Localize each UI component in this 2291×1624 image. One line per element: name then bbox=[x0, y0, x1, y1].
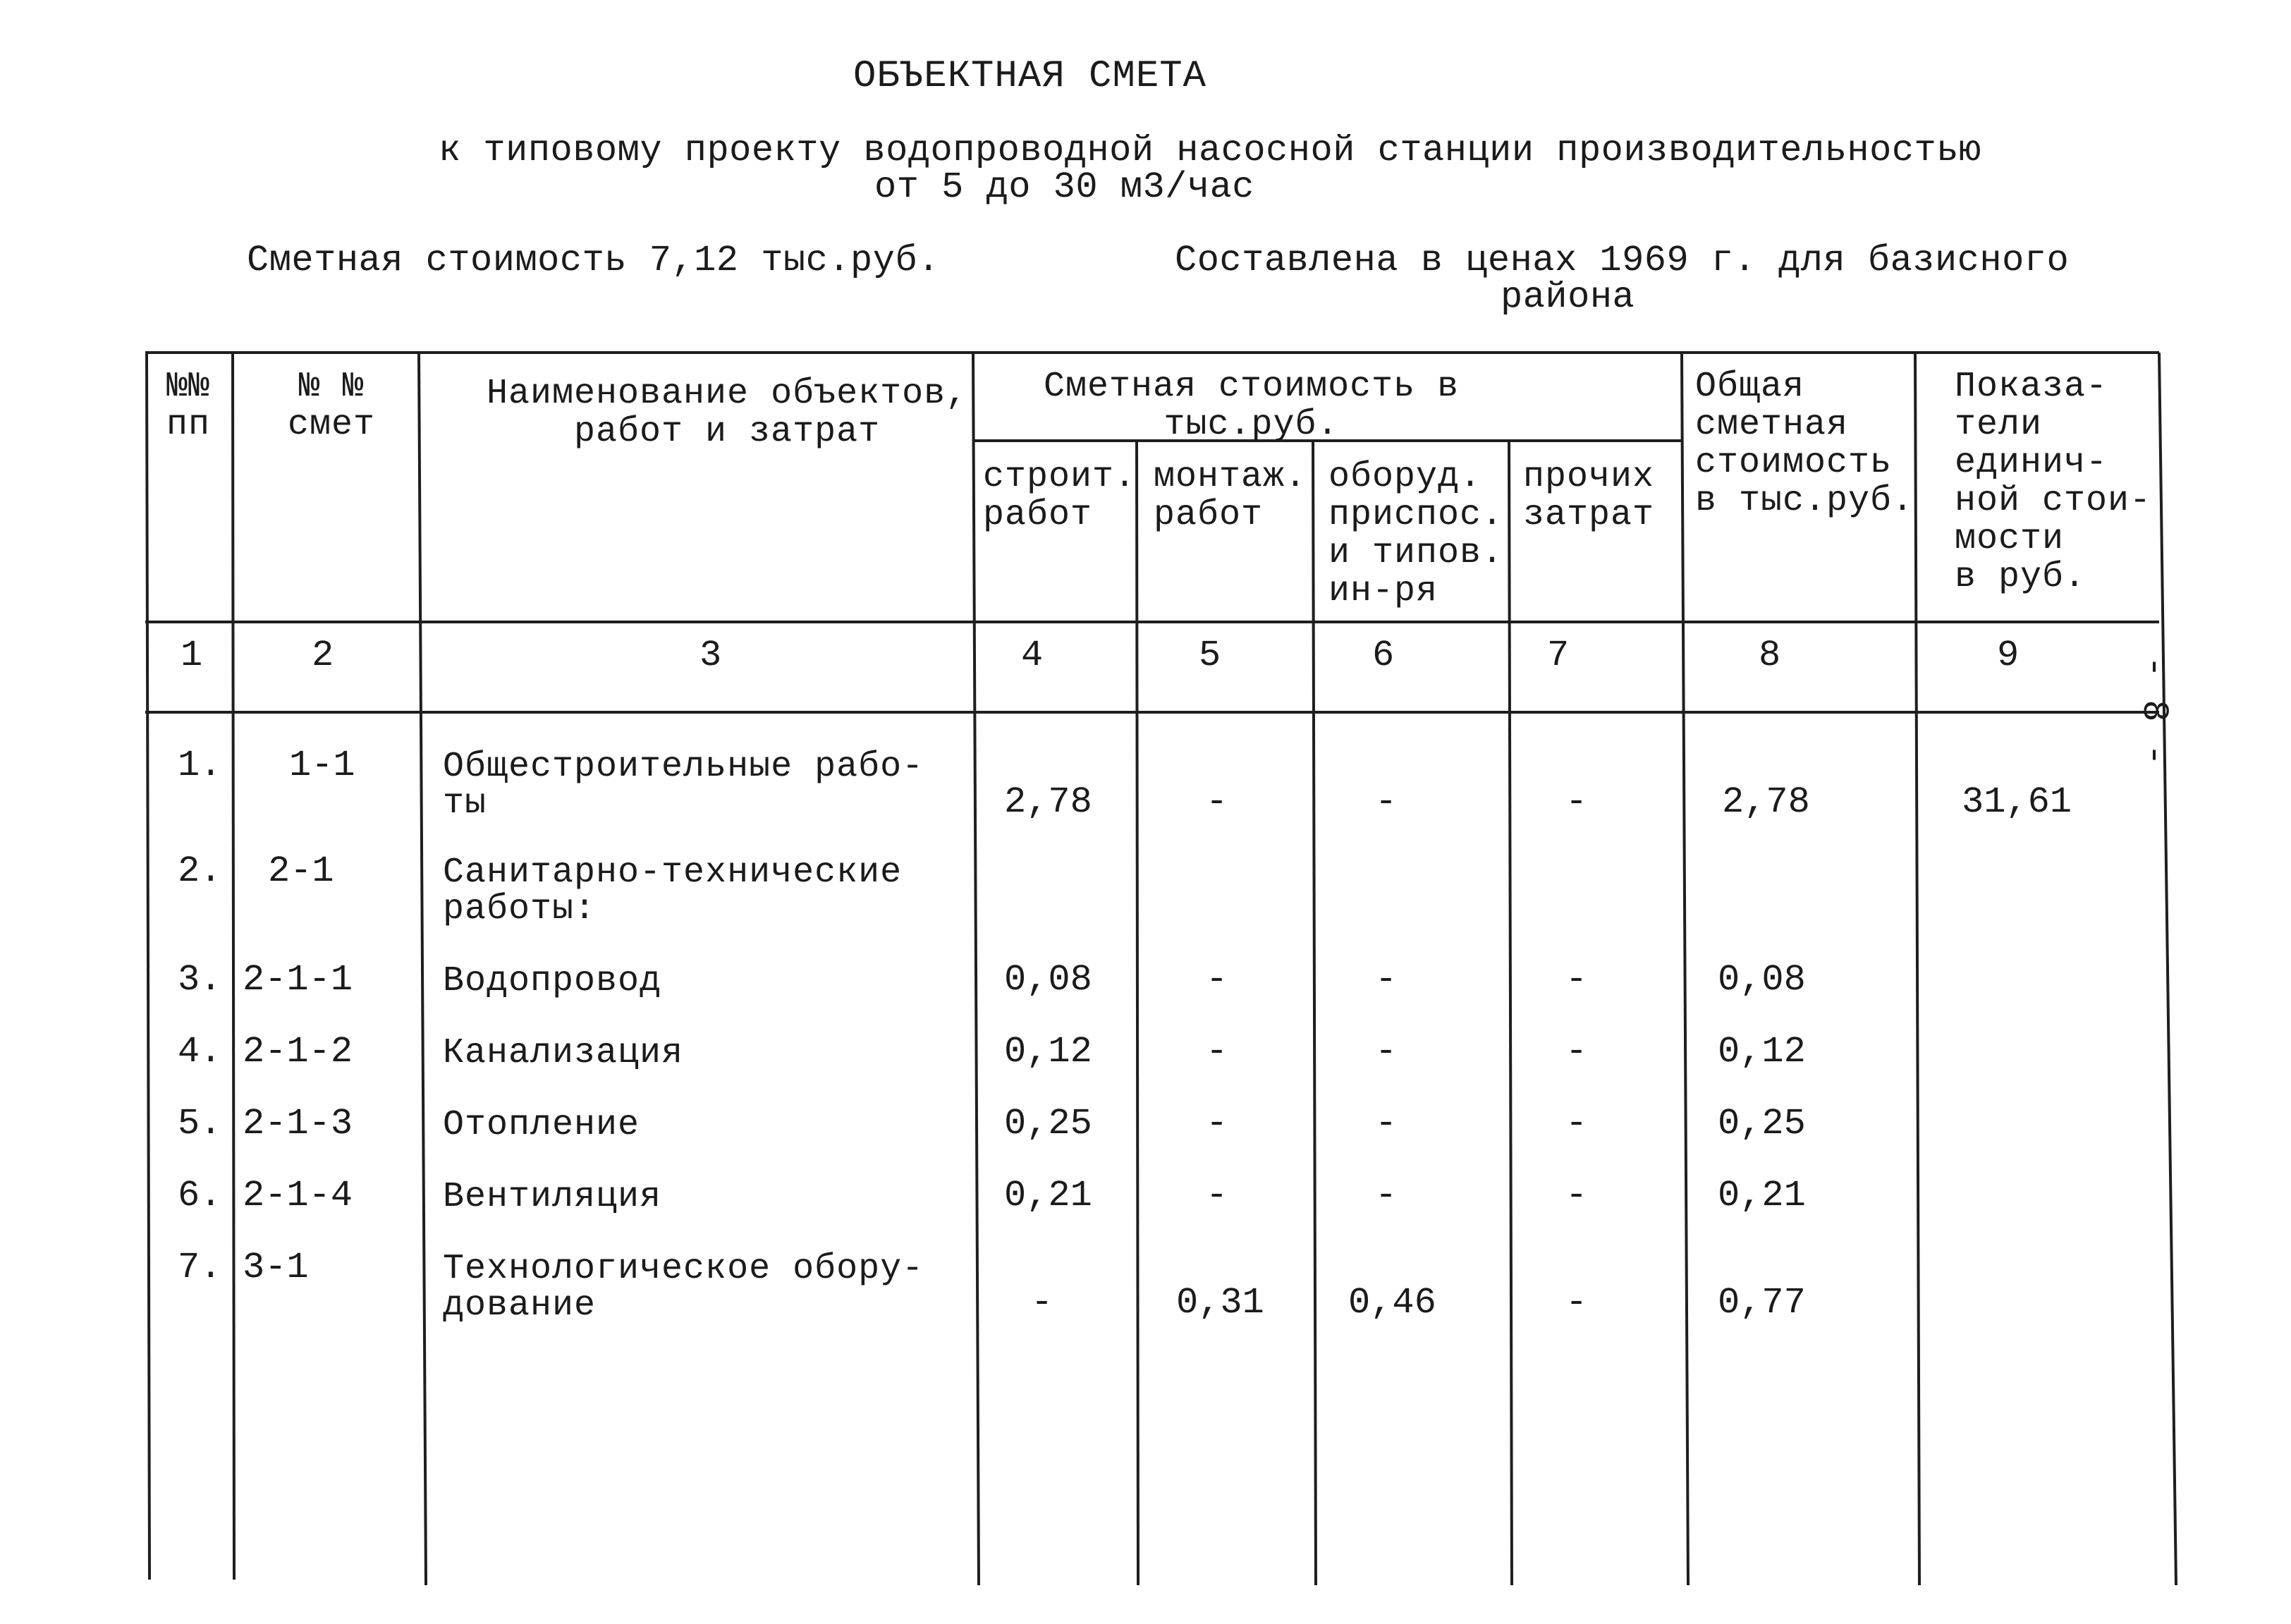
column-number: 6 bbox=[1372, 635, 1395, 676]
row-estimate-number: 2-1-4 bbox=[243, 1175, 353, 1216]
column-number: 3 bbox=[699, 635, 722, 676]
row-equipment-cost: - bbox=[1375, 1031, 1398, 1073]
header-row-number: №№ пп bbox=[166, 367, 211, 445]
column-number: 9 bbox=[1997, 635, 2020, 676]
row-object-name: Санитарно-технические работы: bbox=[443, 853, 903, 929]
row-equipment-cost: 0,46 bbox=[1348, 1282, 1436, 1324]
header-other-costs: прочих затрат bbox=[1523, 457, 1655, 535]
header-unit-cost-indicators: Показа- тели единич- ной стои- мости в руб. bbox=[1955, 367, 2152, 597]
row-number: 6. bbox=[178, 1175, 222, 1216]
row-equipment-cost: - bbox=[1375, 959, 1398, 1001]
row-construction-cost: 0,21 bbox=[1004, 1175, 1092, 1216]
row-object-name: Отопление bbox=[443, 1105, 640, 1145]
row-total-cost: 0,25 bbox=[1718, 1103, 1806, 1144]
header-estimated-cost-group: Сметная стоимость в тыс.руб. bbox=[1044, 367, 1460, 445]
row-number: 2. bbox=[178, 850, 222, 892]
row-number: 4. bbox=[178, 1031, 222, 1073]
row-object-name: Технологическое обору- дование bbox=[443, 1249, 924, 1326]
column-number: 1 bbox=[181, 635, 203, 676]
row-unit-cost: 31,61 bbox=[1962, 781, 2072, 823]
column-number: 4 bbox=[1021, 635, 1044, 676]
column-number: 2 bbox=[312, 635, 334, 676]
row-installation-cost: - bbox=[1206, 959, 1228, 1001]
row-construction-cost: - bbox=[1031, 1282, 1053, 1324]
row-installation-cost: - bbox=[1206, 1103, 1228, 1144]
row-construction-cost: 0,25 bbox=[1004, 1103, 1092, 1144]
row-estimate-number: 1-1 bbox=[289, 745, 355, 786]
page-number: - 8 - bbox=[2133, 656, 2175, 767]
column-number: 8 bbox=[1759, 635, 1781, 676]
row-estimate-number: 2-1 bbox=[268, 850, 334, 892]
row-other-cost: - bbox=[1565, 781, 1588, 823]
row-total-cost: 0,12 bbox=[1718, 1031, 1806, 1073]
row-estimate-number: 2-1-2 bbox=[243, 1031, 353, 1073]
row-object-name: Общестроительные рабо- ты bbox=[443, 747, 924, 824]
row-other-cost: - bbox=[1565, 1175, 1588, 1216]
header-estimate-number: № № смет bbox=[288, 367, 376, 445]
document-subtitle-line1: к типовому проекту водопроводной насосной станции производительностью bbox=[439, 130, 1981, 171]
row-estimate-number: 2-1-1 bbox=[243, 959, 353, 1001]
document-subtitle-line2: от 5 до 30 м3/час bbox=[874, 166, 1254, 208]
column-number: 7 bbox=[1547, 635, 1570, 676]
row-number: 1. bbox=[178, 745, 222, 786]
row-other-cost: - bbox=[1565, 1103, 1588, 1144]
row-total-cost: 0,08 bbox=[1718, 959, 1806, 1001]
row-construction-cost: 0,08 bbox=[1004, 959, 1092, 1001]
row-equipment-cost: - bbox=[1375, 1175, 1398, 1216]
row-other-cost: - bbox=[1565, 1031, 1588, 1073]
prices-note-line2: района bbox=[1501, 276, 1635, 318]
row-object-name: Канализация bbox=[443, 1033, 684, 1073]
row-number: 5. bbox=[178, 1103, 222, 1144]
row-total-cost: 0,77 bbox=[1718, 1282, 1806, 1324]
row-construction-cost: 0,12 bbox=[1004, 1031, 1092, 1073]
header-total-cost: Общая сметная стоимость в тыс.руб. bbox=[1695, 367, 1914, 521]
row-number: 7. bbox=[178, 1247, 222, 1288]
row-installation-cost: - bbox=[1206, 1175, 1228, 1216]
row-equipment-cost: - bbox=[1375, 781, 1398, 823]
row-object-name: Вентиляция bbox=[443, 1177, 662, 1217]
header-equipment: оборуд. приспос. и типов. ин-ря bbox=[1328, 457, 1504, 611]
prices-note-line1: Составлена в ценах 1969 г. для базисного bbox=[1175, 240, 2070, 281]
row-estimate-number: 3-1 bbox=[243, 1247, 309, 1288]
estimated-cost: Сметная стоимость 7,12 тыс.руб. bbox=[247, 240, 940, 281]
row-installation-cost: 0,31 bbox=[1176, 1282, 1264, 1324]
column-number: 5 bbox=[1199, 635, 1221, 676]
document-title: ОБЪЕКТНАЯ СМЕТА bbox=[853, 55, 1207, 98]
row-construction-cost: 2,78 bbox=[1004, 781, 1092, 823]
row-other-cost: - bbox=[1565, 1282, 1588, 1324]
row-total-cost: 0,21 bbox=[1718, 1175, 1806, 1216]
row-object-name: Водопровод bbox=[443, 961, 662, 1001]
header-object-name: Наименование объектов, работ и затрат bbox=[487, 374, 968, 452]
row-installation-cost: - bbox=[1206, 781, 1228, 823]
row-total-cost: 2,78 bbox=[1722, 781, 1810, 823]
row-installation-cost: - bbox=[1206, 1031, 1228, 1073]
row-number: 3. bbox=[178, 959, 222, 1001]
header-installation-works: монтаж. работ bbox=[1154, 457, 1307, 535]
row-equipment-cost: - bbox=[1375, 1103, 1398, 1144]
header-construction-works: строит. работ bbox=[983, 457, 1137, 535]
row-estimate-number: 2-1-3 bbox=[243, 1103, 353, 1144]
row-other-cost: - bbox=[1565, 959, 1588, 1001]
